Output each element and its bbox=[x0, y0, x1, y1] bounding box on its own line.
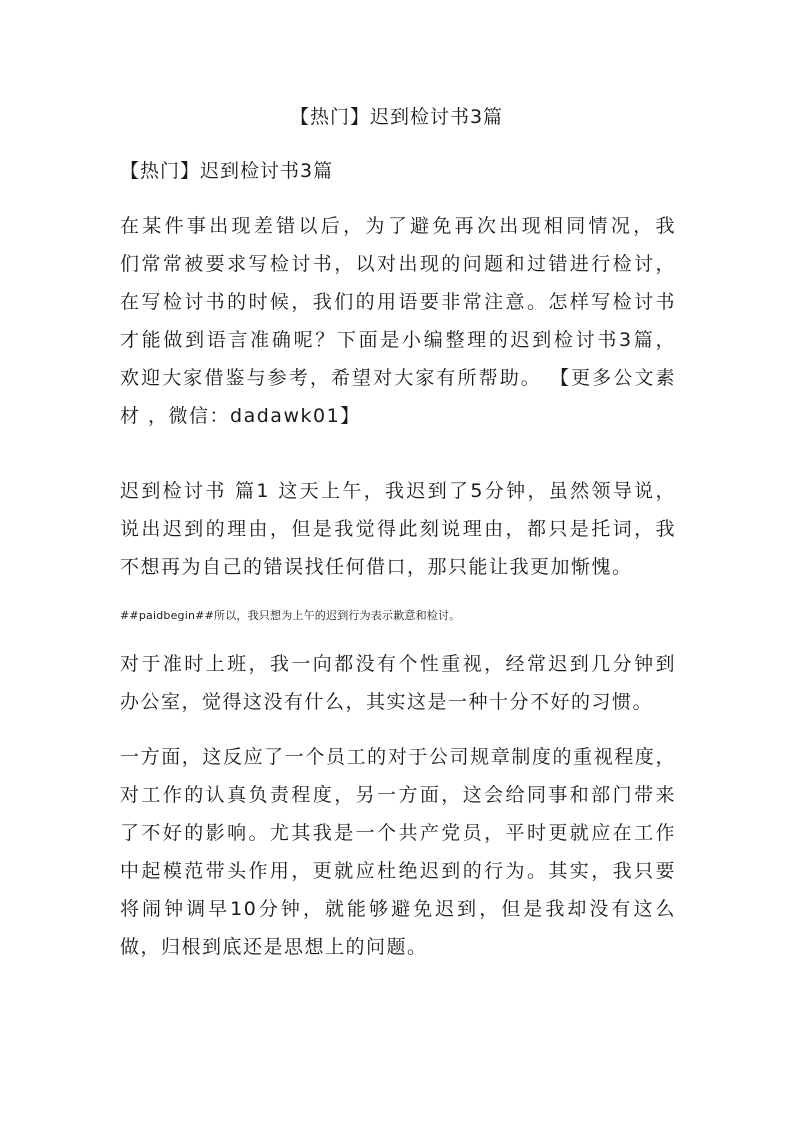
body-paragraph-1 bbox=[120, 472, 676, 586]
text-line: 中起模范带头作用，更就应杜绝迟到的行为。其实，我只要 bbox=[120, 860, 676, 882]
document-subtitle: 【热门】迟到检讨书3篇 bbox=[120, 160, 334, 182]
text-line: 了不好的影响。尤其我是一个共产党员，平时更就应在工作 bbox=[120, 822, 676, 844]
body-paragraph-2 bbox=[120, 645, 676, 721]
text-line: 将闹钟调早10分钟，就能够避免迟到，但是我却没有这么 bbox=[120, 898, 676, 920]
text-line: 一方面，这反应了一个员工的对于公司规章制度的重视程度， bbox=[120, 746, 676, 768]
text-line: 不想再为自己的错误找任何借口，那只能让我更加惭愧。 bbox=[120, 556, 633, 578]
text-line: 说出迟到的理由，但是我觉得此刻说理由，都只是托词，我 bbox=[120, 518, 676, 540]
text-line: 迟到检讨书 篇1 这天上午，我迟到了5分钟，虽然领导说， bbox=[120, 480, 676, 502]
text-line: 做，归根到底还是思想上的问题。 bbox=[120, 936, 428, 958]
document-title: 【热门】迟到检讨书3篇 bbox=[289, 106, 504, 128]
intro-paragraph bbox=[120, 207, 676, 435]
text-line: 在写检讨书的时候，我们的用语要非常注意。怎样写检讨书 bbox=[120, 291, 676, 313]
text-line: 办公室，觉得这没有什么，其实这是一种十分不好的习惯。 bbox=[120, 691, 654, 713]
text-line: 对于准时上班，我一向都没有个性重视，经常迟到几分钟到 bbox=[120, 653, 676, 675]
text-line: 才能做到语言准确呢？下面是小编整理的迟到检讨书3篇， bbox=[120, 329, 676, 351]
text-line: 对工作的认真负责程度，另一方面，这会给同事和部门带来 bbox=[120, 784, 676, 806]
body-paragraph-3 bbox=[120, 738, 676, 966]
text-line: 们常常被要求写检讨书，以对出现的问题和过错进行检讨， bbox=[120, 253, 676, 275]
paid-marker-note: ##paidbegin##所以，我只想为上午的迟到行为表示歉意和检讨。 bbox=[120, 609, 461, 622]
text-line: 在某件事出现差错以后，为了避免再次出现相同情况，我 bbox=[120, 215, 676, 237]
text-line: 欢迎大家借鉴与参考，希望对大家有所帮助。 【更多公文素 bbox=[120, 367, 676, 389]
text-line: 材 ，微信：dadawk01】 bbox=[120, 405, 361, 427]
